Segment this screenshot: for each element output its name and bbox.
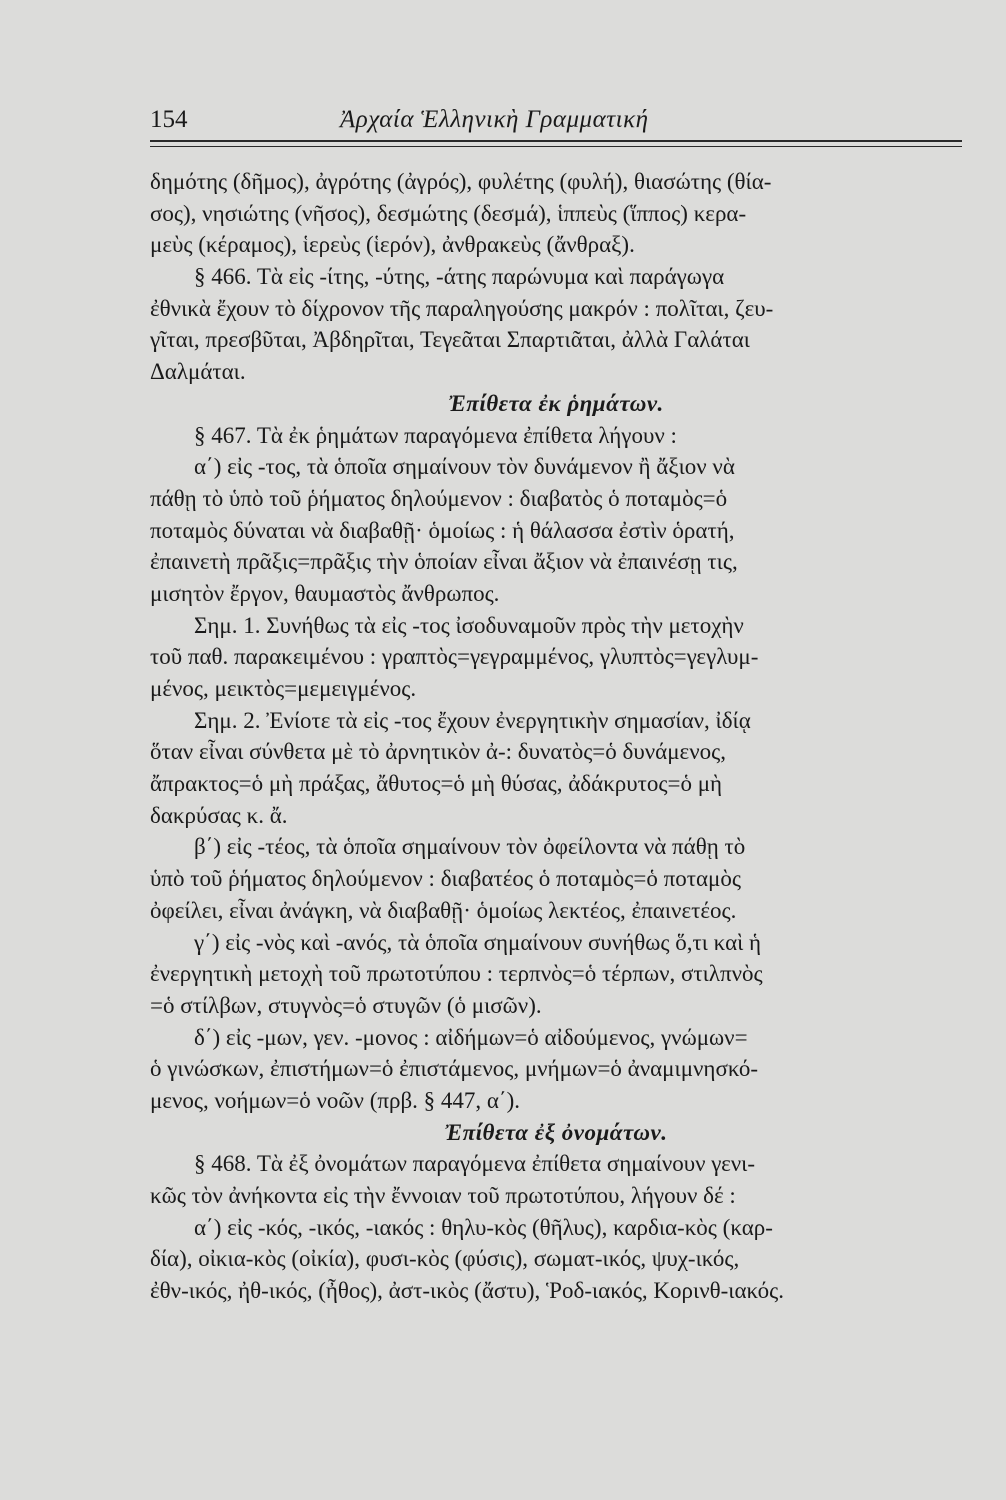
text-line: γῖται, πρεσβῦται, Ἀβδηρῖται, Τεγεᾶται Σπαρτιᾶται, ἀλλὰ Γαλάται: [150, 327, 750, 353]
section-467-line: § 467. Τὰ ἐκ ῥημάτων παραγόμενα ἐπίθετα λήγουν :: [194, 422, 677, 448]
text-line: ἐνεργητικὴ μετοχὴ τοῦ πρωτοτύπου : τερπνὸς=ὁ τέρπων, στιλπνὸς: [150, 961, 763, 987]
text-line: α΄) εἰς -κός, -ικός, -ιακός : θηλυ-κὸς (θῆλυς), καρδια-κὸς (καρ-: [194, 1214, 773, 1240]
text-line: ἄπρακτος=ὁ μὴ πράξας, ἄθυτος=ὁ μὴ θύσας, ἀδάκρυτος=ὁ μὴ: [150, 771, 723, 797]
text-line: ἐθν-ικός, ἠθ-ικός, (ἦθος), ἀστ-ικὸς (ἄστυ), Ῥοδ-ιακός, Κορινθ-ιακός.: [150, 1278, 784, 1304]
text-line: ποταμὸς δύναται νὰ διαβαθῇ· ὁμοίως : ἡ θάλασσα ἐστὶν ὁρατή,: [150, 517, 735, 543]
text-line: ἐθνικὰ ἔχουν τὸ δίχρονον τῆς παραληγούσης μακρόν : πολῖται, ζευ-: [150, 295, 774, 321]
text-line: β΄) εἰς -τέος, τὰ ὁποῖα σημαίνουν τὸν ὀφείλοντα νὰ πάθῃ τὸ: [194, 834, 746, 860]
text-line: =ὁ στίλβων, στυγνὸς=ὁ στυγῶν (ὁ μισῶν).: [150, 992, 542, 1018]
text-line: α΄) εἰς -τος, τὰ ὁποῖα σημαίνουν τὸν δυνάμενον ἢ ἄξιον νὰ: [194, 454, 735, 480]
note-1-line: Σημ. 1. Συνήθως τὰ εἰς -τος ἰσοδυναμοῦν πρὸς τὴν μετοχὴν: [194, 612, 744, 638]
text-line: μένος, μεικτὸς=μεμειγμένος.: [150, 676, 417, 701]
text-line: ὀφείλει, εἶναι ἀνάγκη, νὰ διαβαθῇ· ὁμοίως λεκτέος, ἐπαινετέος.: [150, 897, 737, 923]
section-heading-nominal-adjectives: Ἐπίθετα ἐξ ὀνομάτων.: [444, 1119, 668, 1145]
text-line: Δαλμάται.: [150, 359, 246, 385]
header-rule: [150, 140, 962, 142]
section-468-line: § 468. Τὰ ἐξ ὀνομάτων παραγόμενα ἐπίθετα σημαίνουν γενι-: [194, 1151, 755, 1177]
text-line: μενος, νοήμων=ὁ νοῶν (πρβ. § 447, α΄).: [150, 1087, 521, 1113]
note-2-line: Σημ. 2. Ἐνίοτε τὰ εἰς -τος ἔχουν ἐνεργητικὴν σημασίαν, ἰδίᾳ: [194, 707, 751, 733]
running-title: Ἀρχαία Ἑλληνικὴ Γραμματική: [340, 106, 649, 133]
text-line: ὁ γινώσκων, ἐπιστήμων=ὁ ἐπιστάμενος, μνήμων=ὁ ἀναμιμνησκό-: [150, 1056, 759, 1082]
text-line: γ΄) εἰς -νὸς καὶ -ανός, τὰ ὁποῖα σημαίνουν συνήθως ὅ,τι καὶ ἡ: [194, 929, 762, 955]
page-number: 154: [150, 106, 188, 133]
text-line: δία), οἰκια-κὸς (οἰκία), φυσι-κὸς (φύσις), σωματ-ικός, ψυχ-ικός,: [150, 1246, 740, 1272]
text-line: μεὺς (κέραμος), ἱερεὺς (ἱερόν), ἀνθρακεὺς (ἄνθραξ).: [150, 232, 635, 258]
text-line: ὅταν εἶναι σύνθετα μὲ τὸ ἀρνητικὸν ἀ-: δυνατὸς=ὁ δυνάμενος,: [150, 739, 726, 765]
text-line: τοῦ παθ. παρακειμένου : γραπτὸς=γεγραμμένος, γλυπτὸς=γεγλυμ-: [150, 644, 759, 670]
text-line: δακρύσας κ. ἄ.: [150, 802, 288, 828]
header-rule-thin: [150, 146, 962, 147]
text-line: πάθῃ τὸ ὑπὸ τοῦ ῥήματος δηλούμενον : διαβατὸς ὁ ποταμὸς=ὁ: [150, 485, 728, 511]
text-line: κῶς τὸν ἀνήκοντα εἰς τὴν ἔννοιαν τοῦ πρωτοτύπου, λήγουν δέ :: [150, 1183, 736, 1208]
page-body: [150, 166, 962, 1307]
text-line: ὑπὸ τοῦ ῥήματος δηλούμενον : διαβατέος ὁ ποταμὸς=ὁ ποταμὸς: [150, 866, 741, 892]
text-line: δ΄) εἰς -μων, γεν. -μονος : αἰδήμων=ὁ αἰδούμενος, γνώμων=: [194, 1024, 748, 1050]
text-line: δημότης (δῆμος), ἀγρότης (ἀγρός), φυλέτης (φυλή), θιασώτης (θία-: [150, 169, 772, 194]
text-line: ἐπαινετὴ πρᾶξις=πρᾶξις τὴν ὁποίαν εἶναι ἄξιον νὰ ἐπαινέσῃ τις,: [150, 549, 738, 575]
text-line: σος), νησιώτης (νῆσος), δεσμώτης (δεσμά), ἱππεὺς (ἵππος) κερα-: [150, 200, 747, 226]
text-line: μισητὸν ἔργον, θαυμαστὸς ἄνθρωπος.: [150, 580, 500, 606]
section-466-line: § 466. Τὰ εἰς -ίτης, -ύτης, -άτης παρώνυμα καὶ παράγωγα: [194, 264, 725, 290]
section-heading-verbal-adjectives: Ἐπίθετα ἐκ ῥημάτων.: [448, 390, 664, 416]
